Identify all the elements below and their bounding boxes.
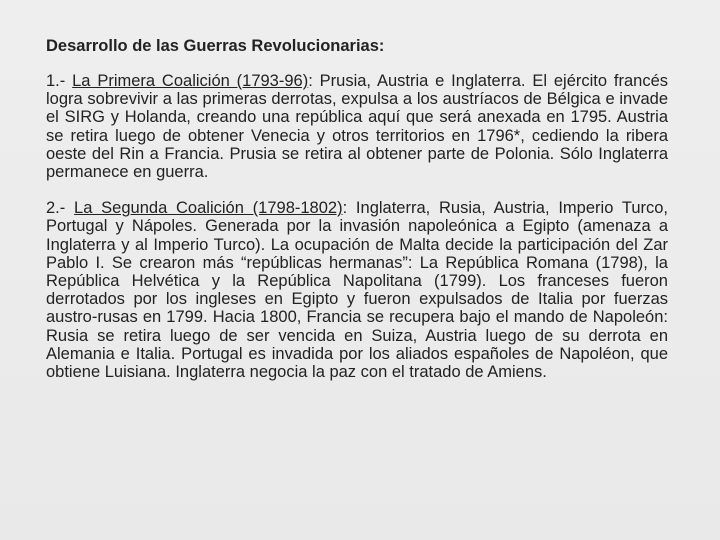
slide-title: Desarrollo de las Guerras Revolucionarias: (46, 37, 385, 55)
section-second-coalition (46, 199, 668, 381)
section-separator: : (308, 72, 313, 90)
slide-content (46, 36, 668, 381)
section-separator: : (342, 199, 348, 218)
section-number: 2.- (46, 199, 75, 218)
section-body: Prusia, Austria e Inglaterra. El ejército francés logra sobrevivir a las primeras derrotas, expulsa a los austríacos de Bélgica e invade el SIRG y Holanda, creando una república aquí que será anexada en 1795. Austria se retira luego de obtener Venecia y otros territorios en 1796*, cediendo la ribera oeste del Rin a Francia. Prusia se retira al obtener parte de Polonia. Sólo Inglaterra permanece en guerra. (46, 72, 668, 182)
section-first-coalition (46, 72, 668, 181)
section-body: Inglaterra, Rusia, Austria, Imperio Turco, Portugal y Nápoles. Generada por la invasión napoleónica a Egipto (amenaza a Inglaterra y al Imperio Turco). La ocupación de Malta decide la participación del Zar Pablo I. Se crearon más “repúblicas hermanas”: La República Romana (1798), la República Helvética y la República Napolitana (1799). Los franceses fueron derrotados por los ingleses en Egipto y fueron expulsados de Italia por fuerzas austro-rusas en 1799. Hacia 1800, Francia se recupera bajo el mando de Napoleón: Rusia se retira luego de ser vencida en Suiza, Austria luego de su derrota en Alemania e Italia. Portugal es invadida por los aliados españoles de Napoléon, que obtiene Luisiana. Inglaterra negocia la paz con el tratado de Amiens. (46, 199, 668, 382)
section-number: 1.- (46, 72, 73, 90)
section-heading: La Segunda Coalición (1798-1802) (74, 199, 343, 218)
section-heading: La Primera Coalición (1793-96) (72, 72, 309, 90)
